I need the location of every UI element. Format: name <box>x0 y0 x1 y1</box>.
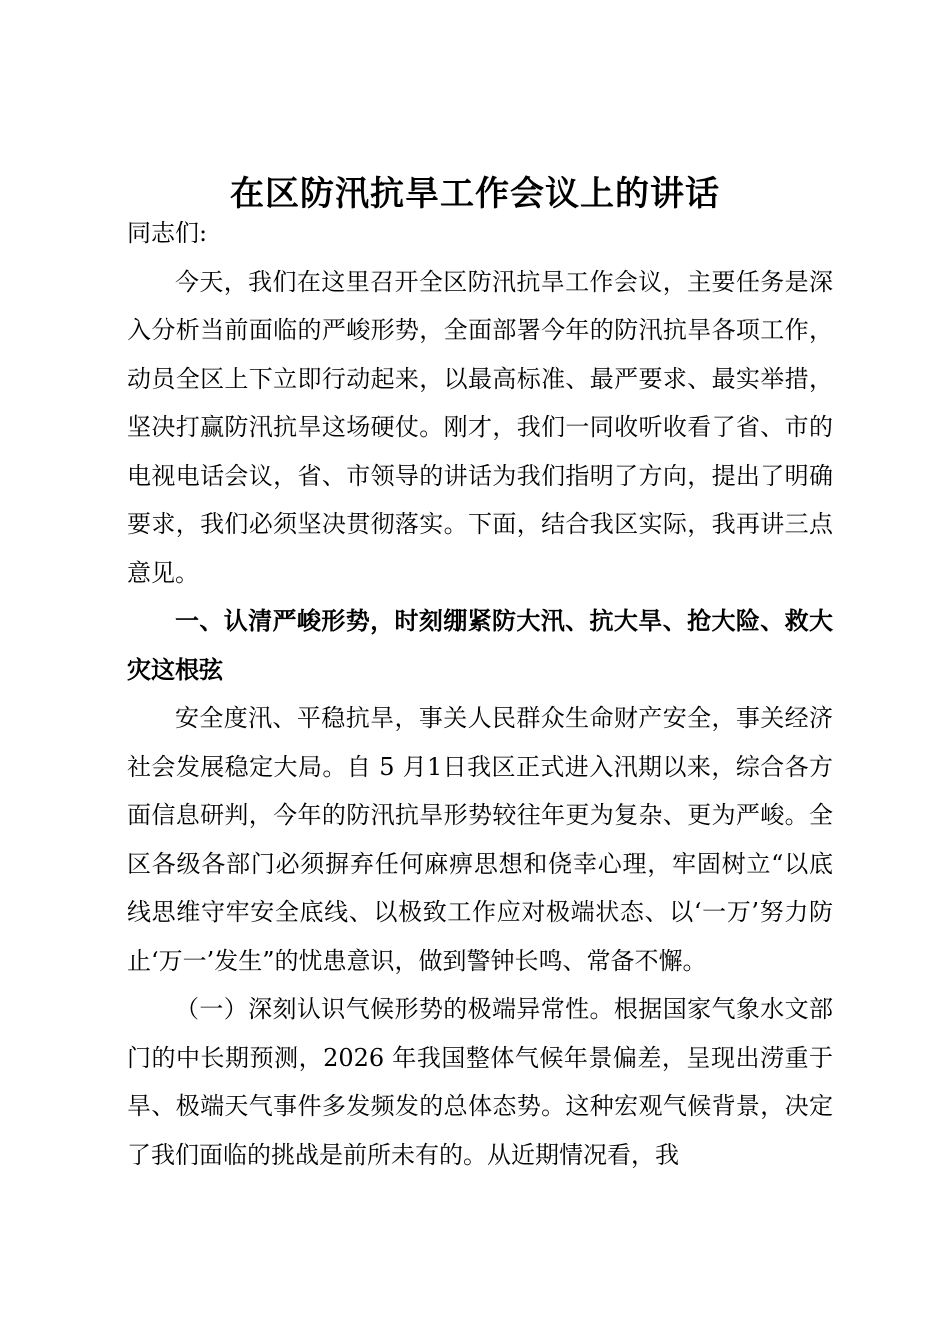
salutation: 同志们: <box>127 219 208 247</box>
paragraph-section-1: 安全度汛、平稳抗旱，事关人民群众生命财产安全，事关经济社会发展稳定大局。自 5 月1日我区正式进入汛期以来，综合各方面信息研判，今年的防汛抗旱形势较往年更为复杂、更为严峻。全区各级各部门必须摒弃任何麻痹思想和侥幸心理，牢固树立“以底线思维守牢安全底线、以极致工作应对极端状态、以‘一万’努力防止‘万一’发生”的忧患意识，做到警钟长鸣、常备不懈。 <box>127 704 833 975</box>
paragraph-subsection-1: （一）深刻认识气候形势的极端异常性。根据国家气象水文部门的中长期预测，2026 年我国整体气候年景偏差，呈现出涝重于旱、极端天气事件多发频发的总体态势。这种宏观气候背景，决定了我们面临的挑战是前所未有的。从近期情况看，我 <box>127 995 833 1169</box>
paragraph-intro: 今天，我们在这里召开全区防汛抗旱工作会议，主要任务是深入分析当前面临的严峻形势，全面部署今年的防汛抗旱各项工作，动员全区上下立即行动起来，以最高标准、最严要求、最实举措，坚决打赢防汛抗旱这场硬仗。刚才，我们一同收听收看了省、市的电视电话会议，省、市领导的讲话为我们指明了方向，提出了明确要求，我们必须坚决贯彻落实。下面，结合我区实际，我再讲三点意见。 <box>127 267 833 587</box>
document-title: 在区防汛抗旱工作会议上的讲话 <box>230 174 720 214</box>
document-body <box>127 209 833 1179</box>
section-heading-1: 一、认清严峻形势，时刻绷紧防大汛、抗大旱、抢大险、救大灾这根弦 <box>127 606 833 684</box>
